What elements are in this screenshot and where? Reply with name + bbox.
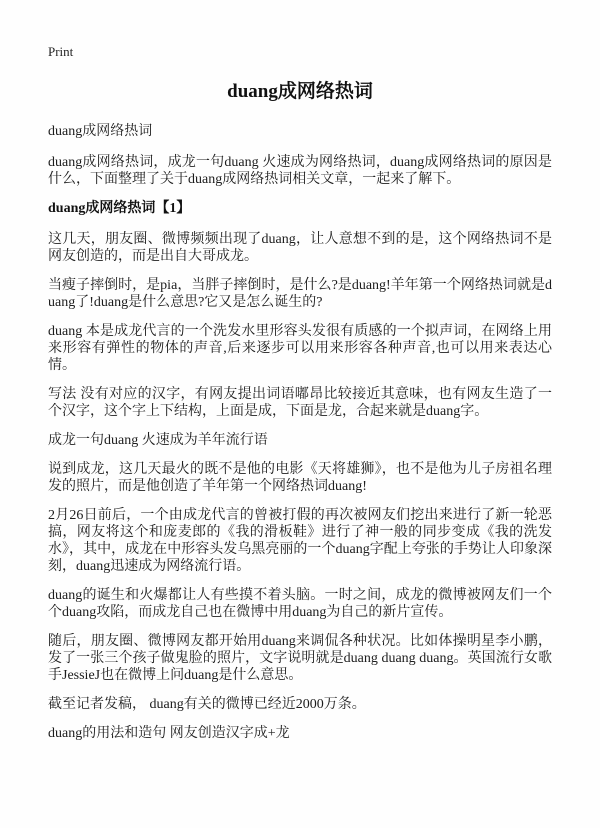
article-subtitle: duang成网络热词: [48, 124, 153, 139]
article-paragraph: 成龙一句duang 火速成为羊年流行语: [48, 433, 268, 448]
article-paragraph: duang的诞生和火爆都让人有些摸不着头脑。一时之间，成龙的微博被网友们一个个duang攻陷，而成龙自己也在微博中用duang为自己的新片宣传。: [48, 588, 552, 620]
article-paragraph: 这几天，朋友圈、微博频频出现了duang，让人意想不到的是，这个网络热词不是网友创造的，而是出自大哥成龙。: [48, 232, 552, 264]
article-paragraph: duang 本是成龙代言的一个洗发水里形容头发很有质感的一个拟声词，在网络上用来形容有弹性的物体的声音,后来逐步可以用来形容各种声音,也可以用来表达心情。: [48, 324, 552, 373]
article-paragraph: 截至记者发稿， duang有关的微博已经近2000万条。: [48, 697, 366, 712]
article-paragraph: 2月26日前后，一个由成龙代言的曾被打假的再次被网友们挖出来进行了新一轮恶搞，网友将这个和庞麦郎的《我的滑板鞋》进行了神一般的同步变成《我的洗发水》，其中，成龙在中形容头发乌黑亮丽的一个duang字配上夸张的手势让人印象深刻，duang迅速成为网络流行语。: [48, 508, 552, 574]
article-paragraph: 当瘦子摔倒时，是pia，当胖子摔倒时，是什么?是duang!羊年第一个网络热词就是duang了!duang是什么意思?它又是怎么诞生的?: [48, 278, 552, 310]
article-paragraph: 说到成龙，这几天最火的既不是他的电影《天将雄狮》，也不是他为儿子房祖名理发的照片，而是他创造了羊年第一个网络热词duang!: [48, 462, 552, 494]
article-paragraph: duang的用法和造句 网友创造汉字成+龙: [48, 726, 290, 741]
article-paragraph: duang成网络热词，成龙一句duang 火速成为网络热词，duang成网络热词的原因是什么，下面整理了关于duang成网络热词相关文章，一起来了解下。: [48, 155, 552, 187]
page-title: duang成网络热词: [227, 81, 373, 102]
section-heading: duang成网络热词【1】: [48, 201, 191, 216]
article-paragraph: 随后，朋友圈、微博网友都开始用duang来调侃各种状况。比如体操明星李小鹏，发了一张三个孩子做鬼脸的照片，文字说明就是duang duang duang。英国流行女歌手JessieJ也在微博上问duang是什么意思。: [48, 634, 552, 683]
article-paragraph: 写法 没有对应的汉字，有网友提出词语嘟昂比较接近其意味，也有网友生造了一个汉字，这个字上下结构，上面是成，下面是龙，合起来就是duang字。: [48, 387, 552, 419]
print-button[interactable]: Print: [48, 44, 74, 59]
